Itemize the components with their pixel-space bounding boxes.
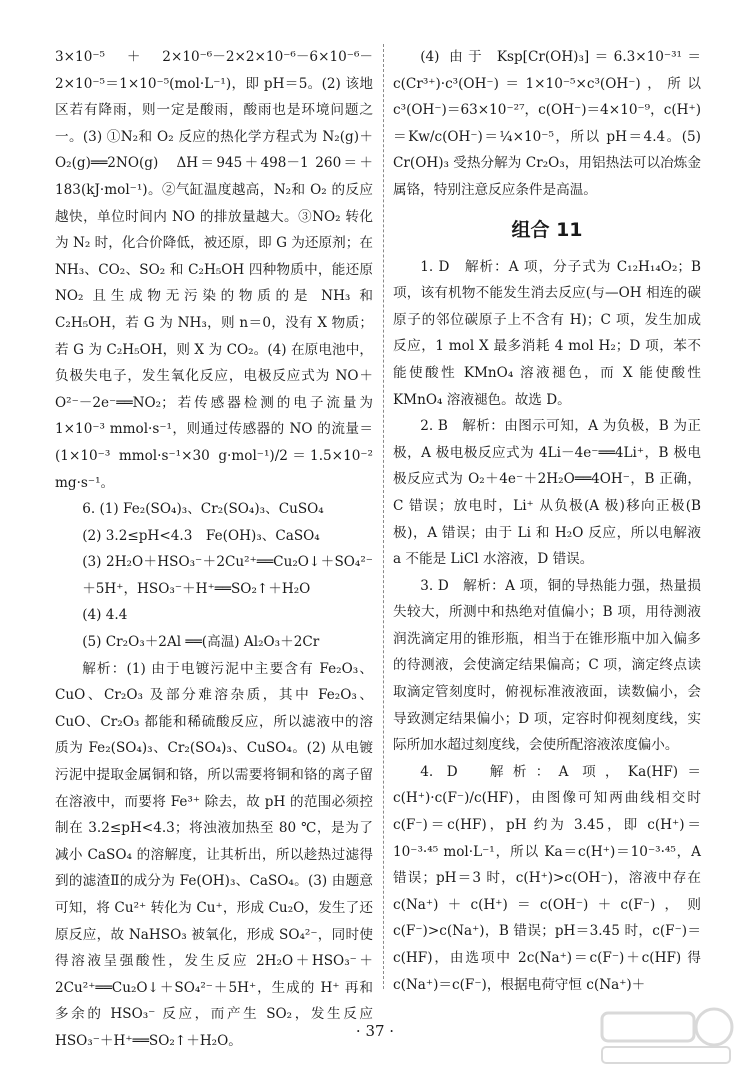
question-1-answer: 1. D 解析：A 项，分子式为 C₁₂H₁₄O₂；B 项，该有机物不能发生消去反应(与—OH 相连的碳原子的邻位碳原子上不含有 H)；C 项，发生加成反应，1 mol X 最多消耗 4 mol H₂；D 项，苯不能使酸性 KMnO₄ 溶液褪色，而 X 能使酸性 KMnO₄ 溶液褪色。故选 D。 [393,258,701,408]
question-3-answer: 3. D 解析：A 项，铜的导热能力强，热量损失较大，所测中和热绝对值偏小；B 项，用待测液润洗滴定用的锥形瓶，相当于在锥形瓶中加入偏多的待测液，会使滴定结果偏高；C 项，滴定终点读取滴定管刻度时，俯视标准液液面，读数偏小，会导致测定结果偏小；D 项，定容时仰视刻度线，实际所加水超过刻度线，会使所配溶液浓度偏小。 [393,577,701,754]
question-6-answer-1: 6. (1) Fe₂(SO₄)₃、Cr₂(SO₄)₃、CuSO₄ [82,501,324,518]
right-column [393,44,701,998]
question-2-answer: 2. B 解析：由图示可知，A 为负极，B 为正极，A 极电极反应式为 4Li－4e⁻══4Li⁺，B 极电极反应式为 O₂＋4e⁻＋2H₂O══4OH⁻，B 正确，C 错误；放电时，Li⁺ 从负极(A 极)移向正极(B 极)，A 错误；由于 Li 和 H₂O 反应，所以电解液 a 不能是 LiCl 水溶液，D 错误。 [393,418,701,568]
left-column [55,44,373,1055]
question-6-answer-2: (2) 3.2≤pH<4.3 Fe(OH)₃、CaSO₄ [82,527,320,544]
page-number: · 37 · [355,1022,395,1040]
question-4-answer: 4. D 解析：A 项，Ka(HF)＝c(H⁺)·c(F⁻)/c(HF)，由图像可知两曲线相交时 c(F⁻)＝c(HF)，pH 约为 3.45，即 c(H⁺)＝10⁻³·⁴⁵ mol·L⁻¹，所以 Ka＝c(H⁺)＝10⁻³·⁴⁵，A 错误；pH＝3 时，c(H⁺)>c(OH⁻)，溶液中存在 c(Na⁺)＋c(H⁺)＝c(OH⁻)＋c(F⁻)，则 c(F⁻)>c(Na⁺)，B 错误；pH＝3.45 时，c(F⁻)＝c(HF)，由选项中 2c(Na⁺)＝c(F⁻)＋c(HF) 得 c(Na⁺)＝c(F⁻)，根据电荷守恒 c(Na⁺)＋ [393,763,701,993]
section-title: 组合 11 [511,218,583,241]
question-6-explanation-continued: (4) 由于 Ksp[Cr(OH)₃]＝6.3×10⁻³¹＝c(Cr³⁺)·c³(OH⁻)＝1×10⁻⁵×c³(OH⁻)，所以 c³(OH⁻)＝63×10⁻²⁷，c(OH⁻)＝4×10⁻⁹，c(H⁺)＝Kw/c(OH⁻)＝¼×10⁻⁵，所以 pH＝4.4。(5) Cr(OH)₃ 受热分解为 Cr₂O₃，用铝热法可以冶炼金属铬，特别注意反应条件是高温。 [393,49,701,198]
watermark-logo [596,1005,736,1067]
question-6-answer-3: (3) 2H₂O＋HSO₃⁻＋2Cu²⁺══Cu₂O↓＋SO₄²⁻＋5H⁺，HSO₃⁻＋H⁺══SO₂↑＋H₂O [82,554,373,597]
answer-paragraph-continued: 3×10⁻⁵＋2×10⁻⁶－2×2×10⁻⁶－6×10⁻⁶－2×10⁻⁵＝1×10⁻⁵(mol·L⁻¹)，即 pH＝5。(2) 该地区若有降雨，则一定是酸雨，酸雨也是环境问题之一。(3) ①N₂和 O₂ 反应的热化学方程式为 N₂(g)＋O₂(g)══2NO(g) ΔH＝945＋498－1 260＝＋183(kJ·mol⁻¹)。②气缸温度越高，N₂和 O₂ 的反应越快，单位时间内 NO 的排放量越大。③NO₂ 转化为 N₂ 时，化合价降低，被还原，即 G 为还原剂；在 NH₃、CO₂、SO₂ 和 C₂H₅OH 四种物质中，能还原 NO₂ 且生成物无污染的物质的是 NH₃ 和 C₂H₅OH，若 G 为 NH₃，则 n＝0，没有 X 物质；若 G 为 C₂H₅OH，则 X 为 CO₂。(4) 在原电池中，负极失电子，发生氧化反应，电极反应式为 NO＋O²⁻－2e⁻══NO₂；若传感器检测的电子流量为 1×10⁻³ mmol·s⁻¹，则通过传感器的 NO 的流量＝(1×10⁻³ mmol·s⁻¹×30 g·mol⁻¹)/2＝1.5×10⁻² mg·s⁻¹。 [55,49,373,491]
question-6-answer-5: (5) Cr₂O₃＋2Al ══(高温) Al₂O₃＋2Cr [82,634,320,651]
question-6-answer-4: (4) 4.4 [82,607,128,624]
column-divider [383,44,384,989]
question-6-explanation: 解析：(1) 由于电镀污泥中主要含有 Fe₂O₃、CuO、Cr₂O₃ 及部分难溶杂质，其中 Fe₂O₃、CuO、Cr₂O₃ 都能和稀硫酸反应，所以滤液中的溶质为 Fe₂(SO₄)₃、Cr₂(SO₄)₃、CuSO₄。(2) 从电镀污泥中提取金属铜和铬，所以需要将铜和铬的离子留在溶液中，而要将 Fe³⁺ 除去，故 pH 的范围必须控制在 3.2≤pH<4.3；将浊液加热至 80 ℃，是为了减小 CaSO₄ 的溶解度，让其析出，所以趁热过滤得到的滤渣Ⅱ的成分为 Fe(OH)₃、CaSO₄。(3) 由题意可知，将 Cu²⁺ 转化为 Cu⁺，形成 Cu₂O，发生了还原反应，故 NaHSO₃ 被氧化，形成 SO₄²⁻，同时使得溶液呈强酸性，发生反应 2H₂O＋HSO₃⁻＋2Cu²⁺══Cu₂O↓＋SO₄²⁻＋5H⁺，生成的 H⁺ 再和多余的 HSO₃⁻ 反应，而产生 SO₂，发生反应 HSO₃⁻＋H⁺══SO₂↑＋H₂O。 [55,660,373,1049]
